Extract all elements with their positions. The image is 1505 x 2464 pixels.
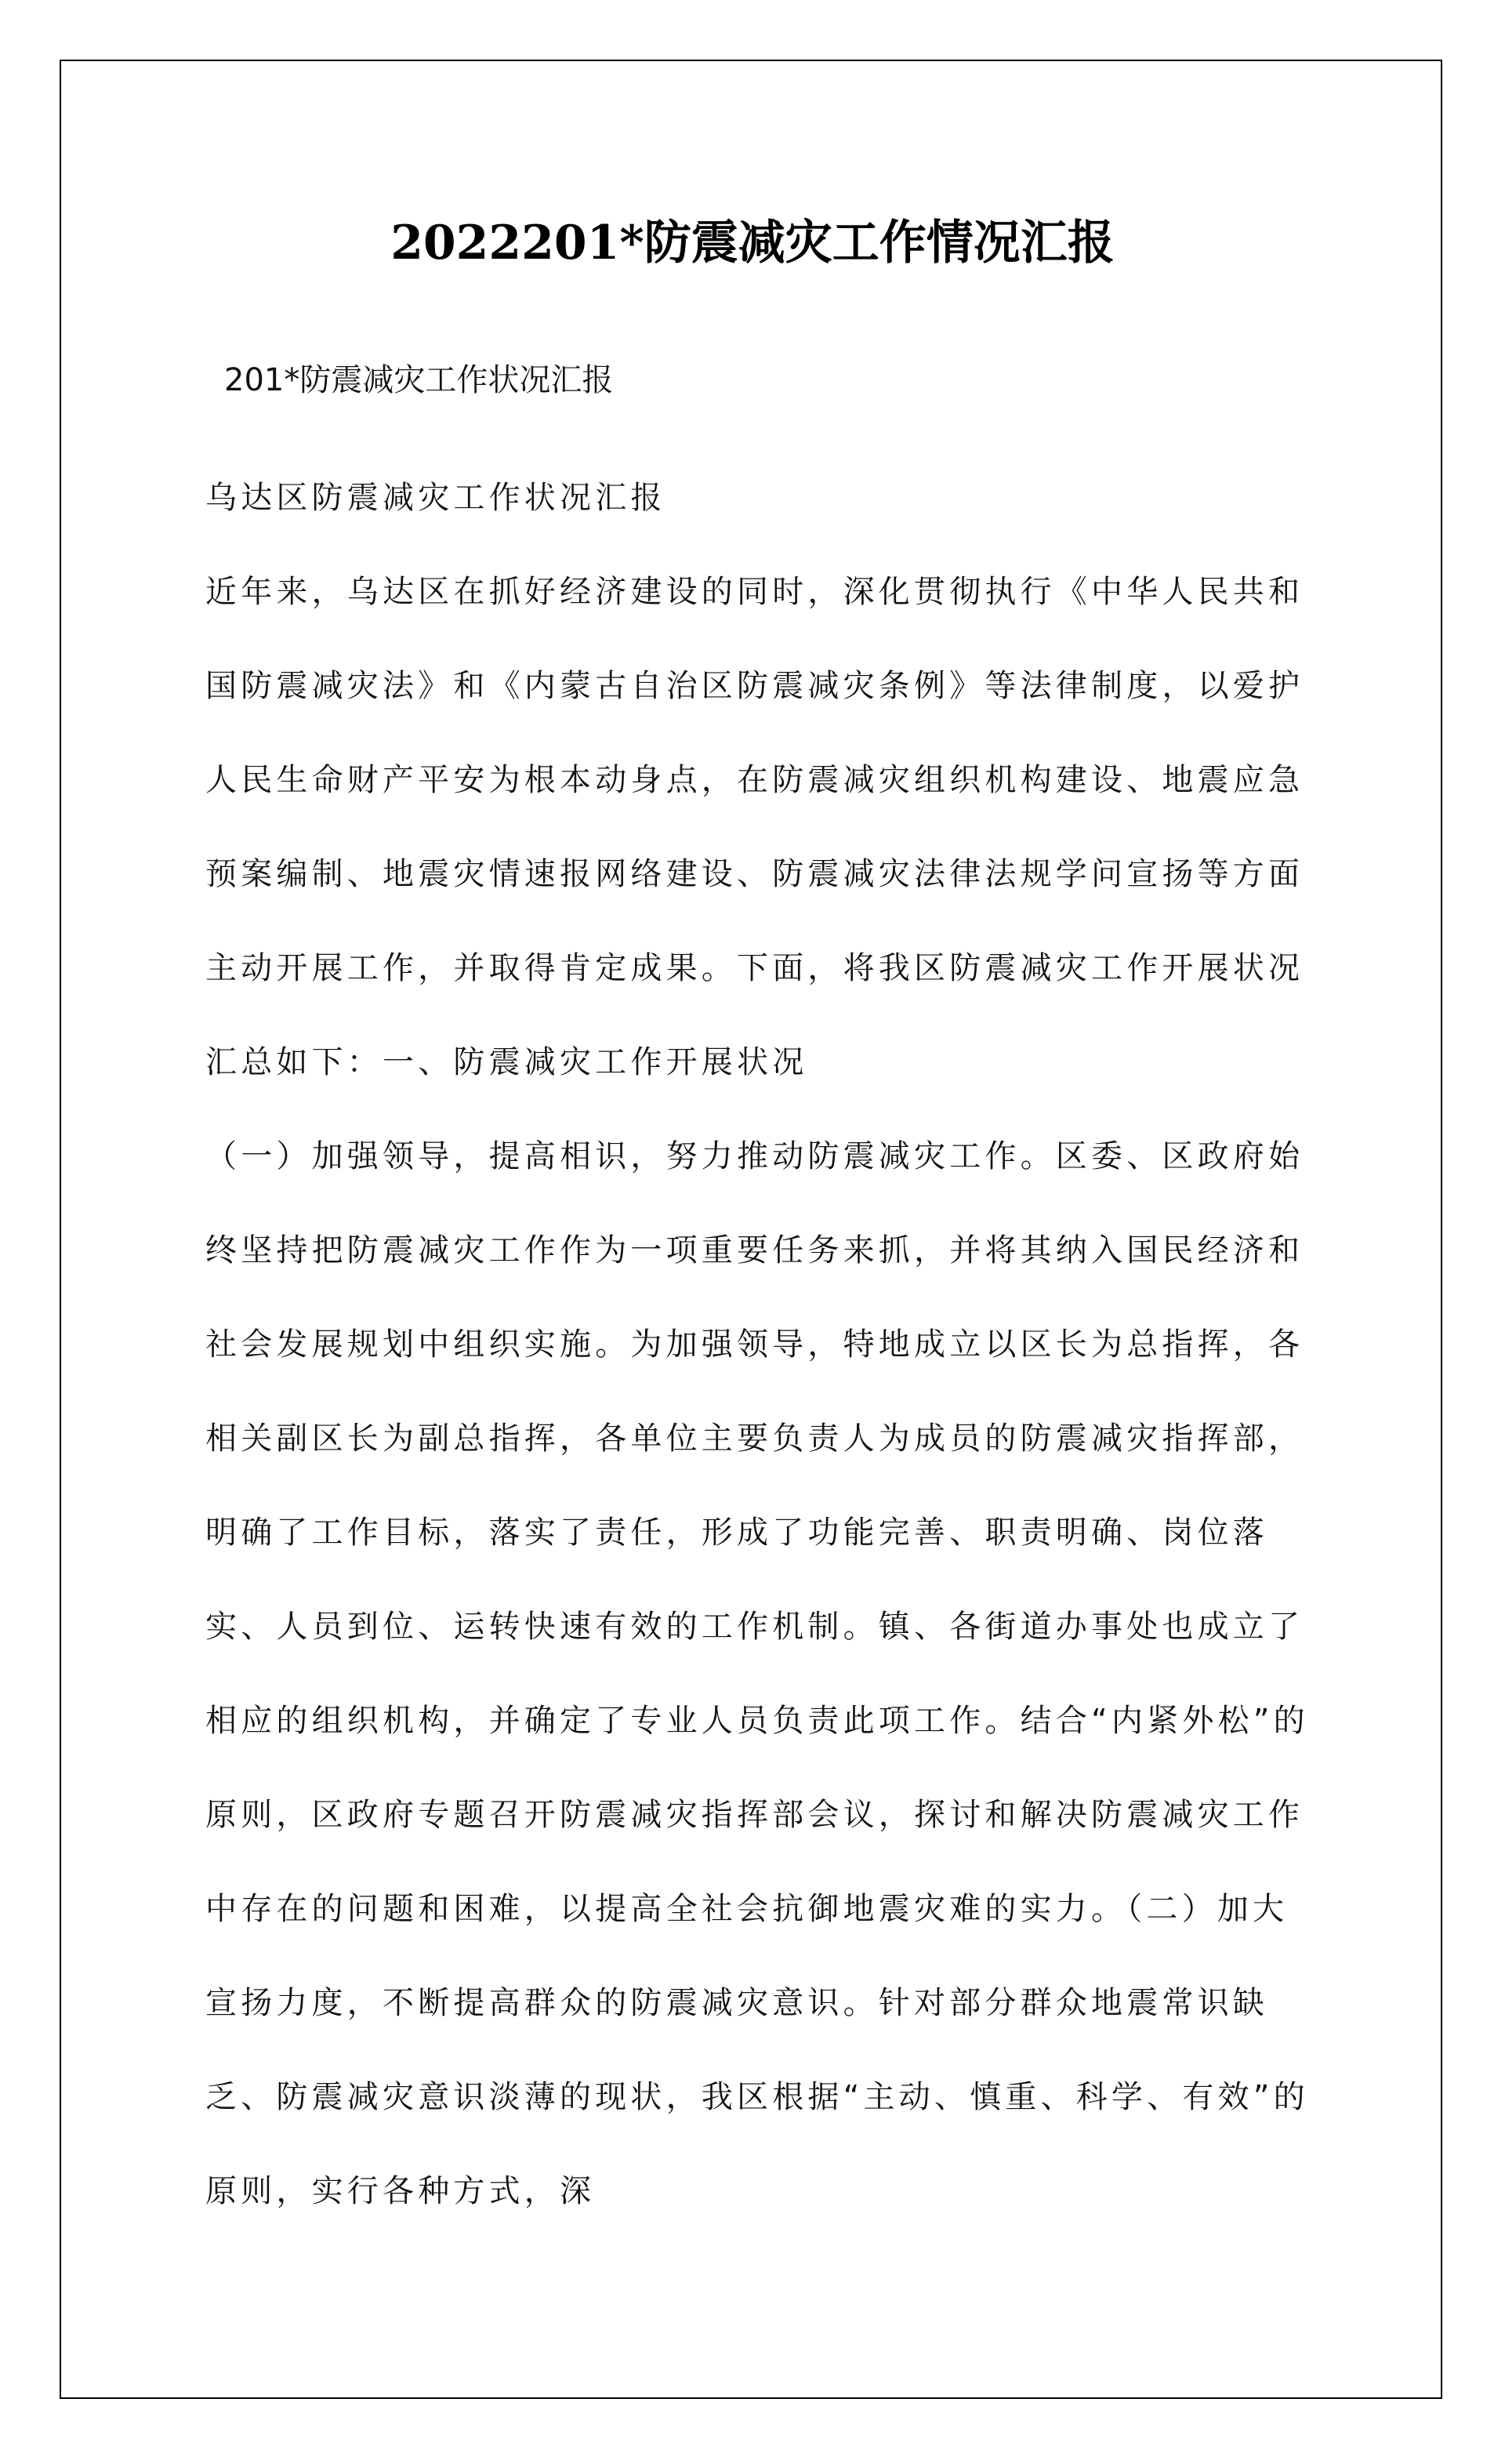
paragraph-intro: 近年来，乌达区在抓好经济建设的同时，深化贯彻执行《中华人民共和国防震减灾法》和《内蒙古自治区防震减灾条例》等法律制度，以爱护人民生命财产平安为根本动身点，在防震减灾组织机构建设、地震应急预案编制、地震灾情速报网络建设、防震减灾法律法规学问宣扬等方面主动开展工作，并取得肯定成果。下面，将我区防震减灾工作开展状况汇总如下：一、防震减灾工作开展状况 (205, 574, 1304, 1080)
paragraph-section-one: （一）加强领导，提高相识，努力推动防震减灾工作。区委、区政府始终坚持把防震减灾工作作为一项重要任务来抓，并将其纳入国民经济和社会发展规划中组织实施。为加强领导，特地成立以区长为总指挥，各相关副区长为副总指挥，各单位主要负责人为成员的防震减灾指挥部，明确了工作目标，落实了责任，形成了功能完善、职责明确、岗位落实、人员到位、运转快速有效的工作机制。镇、各街道办事处也成立了相应的组织机构，并确定了专业人员负责此项工作。结合“内紧外松”的原则，区政府专题召开防震减灾指挥部会议，探讨和解决防震减灾工作中存在的问题和困难，以提高全社会抗御地震灾难的实力。（二）加大宣扬力度，不断提高群众的防震减灾意识。针对部分群众地震常识缺乏、防震减灾意识淡薄的现状，我区根据“主动、慎重、科学、有效”的原则，实行各种方式，深 (205, 1138, 1309, 2209)
document-body (205, 451, 1318, 2238)
paragraph-heading: 乌达区防震减灾工作状况汇报 (205, 480, 666, 516)
document-subtitle: 201*防震减灾工作状况汇报 (224, 362, 614, 398)
document-title: 2022201*防震减灾工作情况汇报 (390, 216, 1115, 270)
